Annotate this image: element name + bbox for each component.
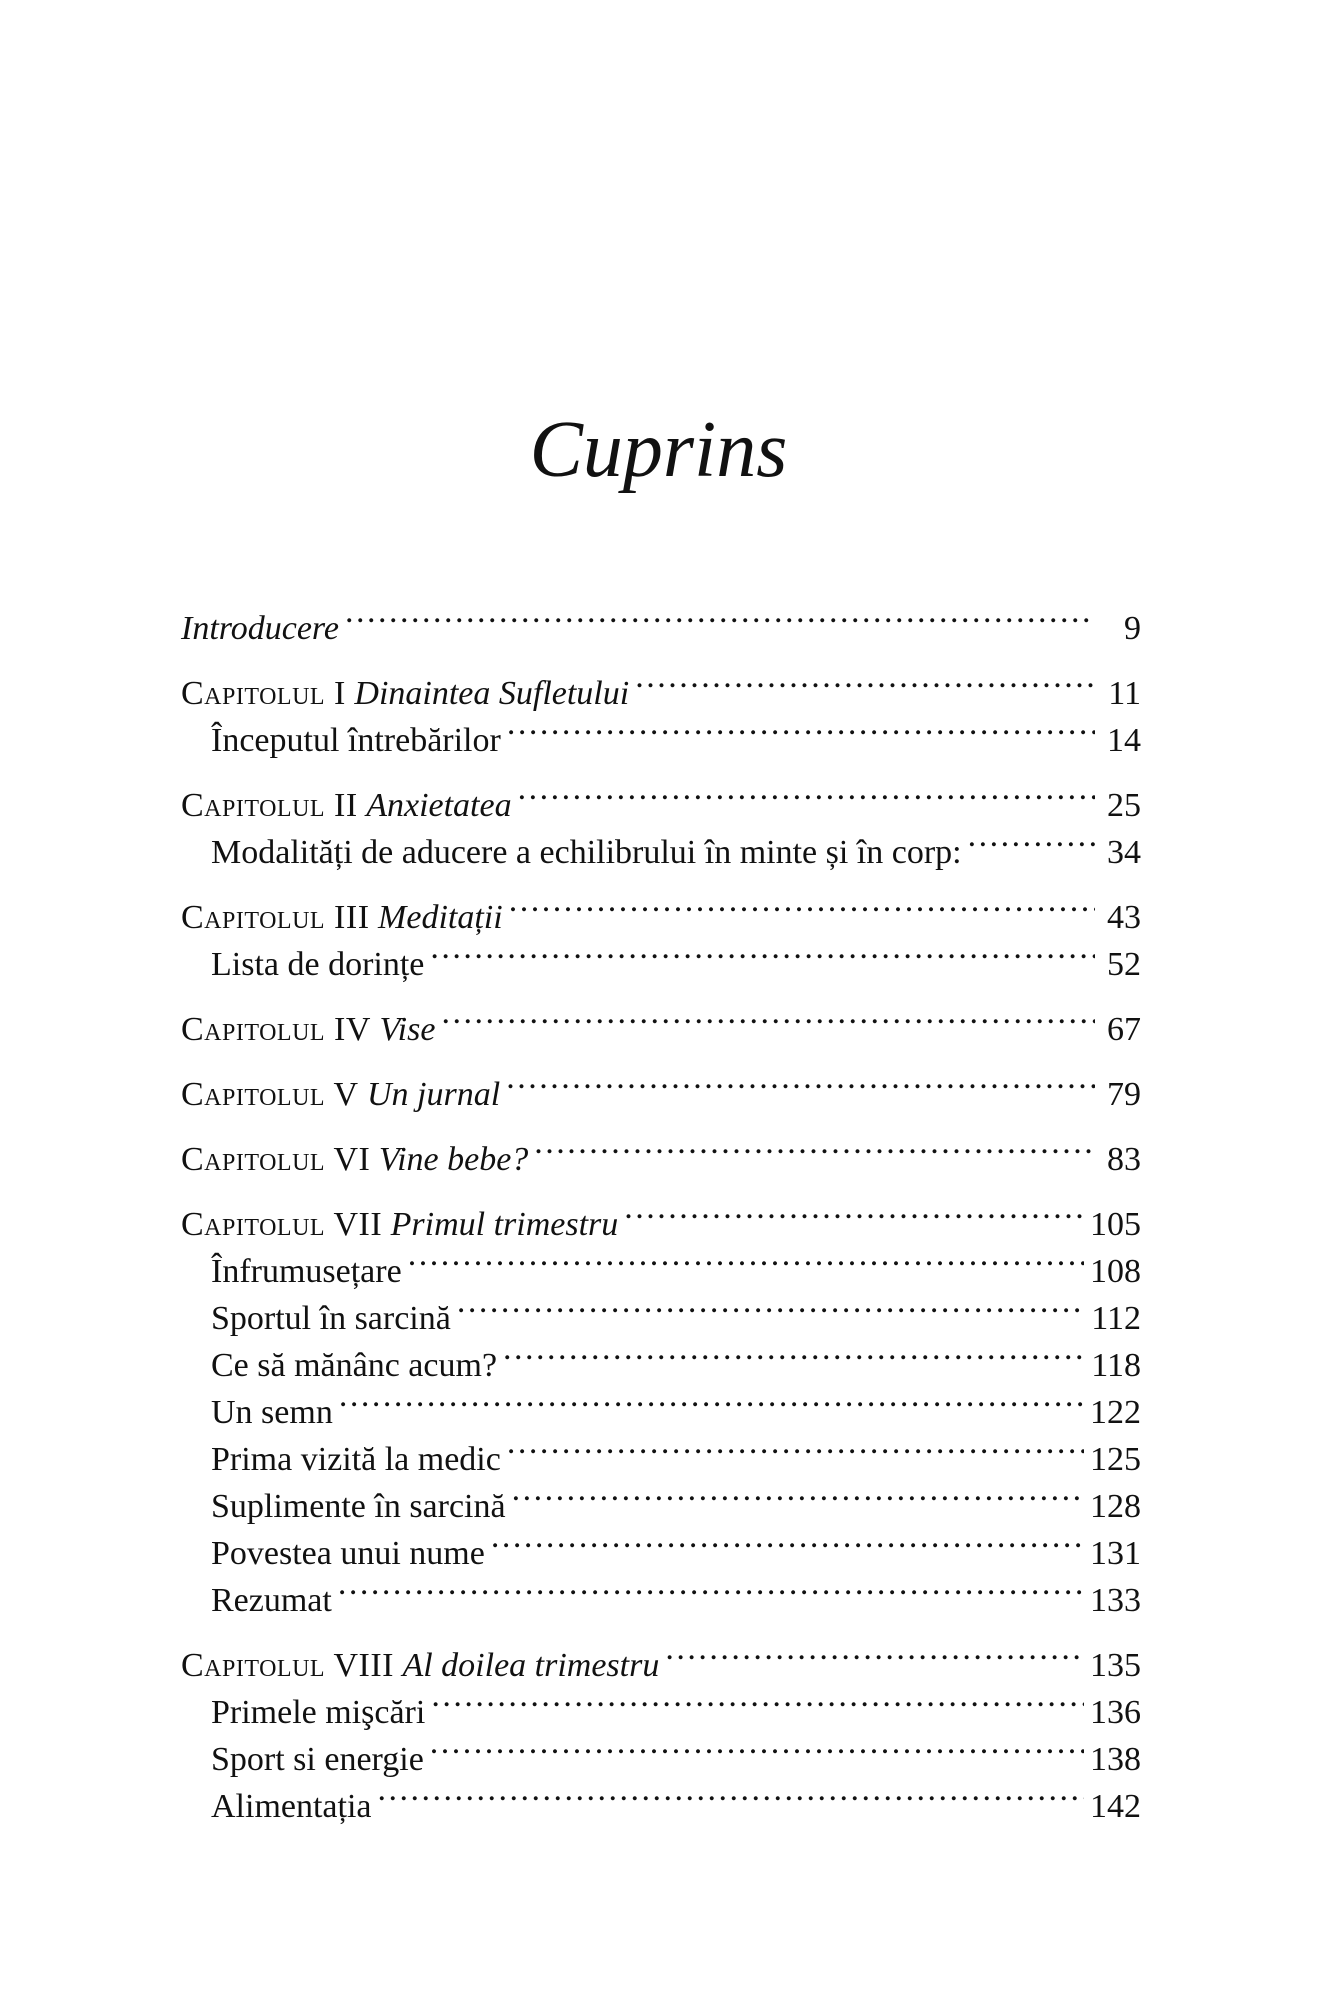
- chapter-title: Vine bebe?: [378, 1141, 529, 1178]
- toc-entry-chapter[interactable]: [181, 993, 1141, 1048]
- dot-leader: [507, 1423, 1084, 1470]
- dot-leader: [534, 1123, 1095, 1170]
- toc-entry-chapter[interactable]: [181, 769, 1141, 824]
- toc-page-number: 79: [1107, 1076, 1141, 1113]
- toc-page-number: 122: [1090, 1394, 1141, 1431]
- toc-entry-chapter[interactable]: [181, 1188, 1141, 1243]
- dot-leader: [431, 1676, 1084, 1723]
- chapter-title: Dinaintea Sufletului: [354, 675, 630, 712]
- toc-entry-title: [181, 1071, 500, 1118]
- dot-leader: [430, 1723, 1084, 1770]
- chapter-title: Un jurnal: [367, 1076, 501, 1113]
- toc-entry-chapter[interactable]: [181, 1629, 1141, 1684]
- toc-page-number: 118: [1091, 1347, 1141, 1384]
- section-title: Începutul întrebărilor: [211, 722, 501, 759]
- dot-leader: [491, 1517, 1084, 1564]
- chapter-title: Anxietatea: [366, 787, 512, 824]
- dot-leader: [457, 1282, 1085, 1329]
- chapter-label: Capitolul V: [181, 1076, 359, 1113]
- chapter-label: Capitolul VII: [181, 1206, 383, 1243]
- dot-leader: [345, 592, 1095, 639]
- toc-page-number: 67: [1107, 1011, 1141, 1048]
- section-title: Alimentația: [211, 1788, 372, 1825]
- chapter-title: Primul trimestru: [390, 1206, 619, 1243]
- toc-page-number: 108: [1090, 1253, 1141, 1290]
- toc-page-number: 142: [1090, 1788, 1141, 1825]
- section-title: Ce să mănânc acum?: [211, 1347, 498, 1384]
- toc-entry-chapter[interactable]: [181, 881, 1141, 936]
- toc-entry-chapter[interactable]: [181, 657, 1141, 712]
- chapter-title: Vise: [379, 1011, 436, 1048]
- toc-page-number: 14: [1107, 722, 1141, 759]
- table-of-contents: [181, 592, 1141, 1825]
- chapter-label: Capitolul IV: [181, 1011, 371, 1048]
- dot-leader: [512, 1470, 1084, 1517]
- toc-page-number: 105: [1090, 1206, 1141, 1243]
- toc-entry-title: Introducere: [181, 610, 339, 647]
- section-title: Povestea unui nume: [211, 1535, 485, 1572]
- dot-leader: [506, 1058, 1095, 1105]
- dot-leader: [503, 1329, 1085, 1376]
- dot-leader: [441, 993, 1095, 1040]
- dot-leader: [665, 1629, 1084, 1676]
- dot-leader: [408, 1235, 1084, 1282]
- toc-entry-chapter[interactable]: [181, 1123, 1141, 1178]
- dot-leader: [338, 1564, 1084, 1611]
- section-title: Un semn: [211, 1394, 333, 1431]
- dot-leader: [507, 704, 1095, 751]
- toc-page-number: 11: [1108, 675, 1141, 712]
- toc-page-number: 52: [1107, 946, 1141, 983]
- toc-page-number: 9: [1124, 610, 1141, 647]
- section-title: Rezumat: [211, 1582, 332, 1619]
- dot-leader: [339, 1376, 1084, 1423]
- section-title: Înfrumusețare: [211, 1253, 402, 1290]
- chapter-label: Capitolul II: [181, 787, 358, 824]
- toc-page-number: 112: [1091, 1300, 1141, 1337]
- toc-entry-chapter[interactable]: [181, 1058, 1141, 1113]
- toc-page-number: 83: [1107, 1141, 1141, 1178]
- chapter-label: Capitolul III: [181, 899, 370, 936]
- toc-entry-introduction[interactable]: [181, 592, 1141, 647]
- dot-leader: [968, 816, 1095, 863]
- section-title: Suplimente în sarcină: [211, 1488, 506, 1525]
- dot-leader: [624, 1188, 1084, 1235]
- toc-page-number: 25: [1107, 787, 1141, 824]
- toc-page-number: 135: [1090, 1647, 1141, 1684]
- section-title: Primele mişcări: [211, 1694, 426, 1731]
- toc-page-number: 43: [1107, 899, 1141, 936]
- toc-page-number: 136: [1090, 1694, 1141, 1731]
- dot-leader: [509, 881, 1095, 928]
- section-title: Prima vizită la medic: [211, 1441, 501, 1478]
- page-title: Cuprins: [529, 406, 788, 494]
- chapter-label: Capitolul VIII: [181, 1647, 394, 1684]
- dot-leader: [518, 769, 1095, 816]
- dot-leader: [635, 657, 1095, 704]
- section-title: Lista de dorințe: [211, 946, 425, 983]
- toc-page-number: 138: [1090, 1741, 1141, 1778]
- toc-page-number: 128: [1090, 1488, 1141, 1525]
- toc-page-number: 125: [1090, 1441, 1141, 1478]
- toc-page-number: 34: [1107, 834, 1141, 871]
- section-title: Modalități de aducere a echilibrului în minte și în corp:: [211, 834, 962, 871]
- dot-leader: [378, 1770, 1084, 1817]
- section-title: Sportul în sarcină: [211, 1300, 451, 1337]
- chapter-title: Al doilea trimestru: [402, 1647, 660, 1684]
- chapter-title: Meditații: [378, 899, 503, 936]
- toc-page-number: 133: [1090, 1582, 1141, 1619]
- dot-leader: [430, 928, 1095, 975]
- toc-entry-title: [181, 782, 512, 829]
- chapter-label: Capitolul VI: [181, 1141, 371, 1178]
- chapter-label: Capitolul I: [181, 675, 346, 712]
- toc-entry-title: [181, 1136, 528, 1183]
- toc-page-number: 131: [1090, 1535, 1141, 1572]
- section-title: Sport si energie: [211, 1741, 424, 1778]
- toc-entry-title: [181, 1006, 435, 1053]
